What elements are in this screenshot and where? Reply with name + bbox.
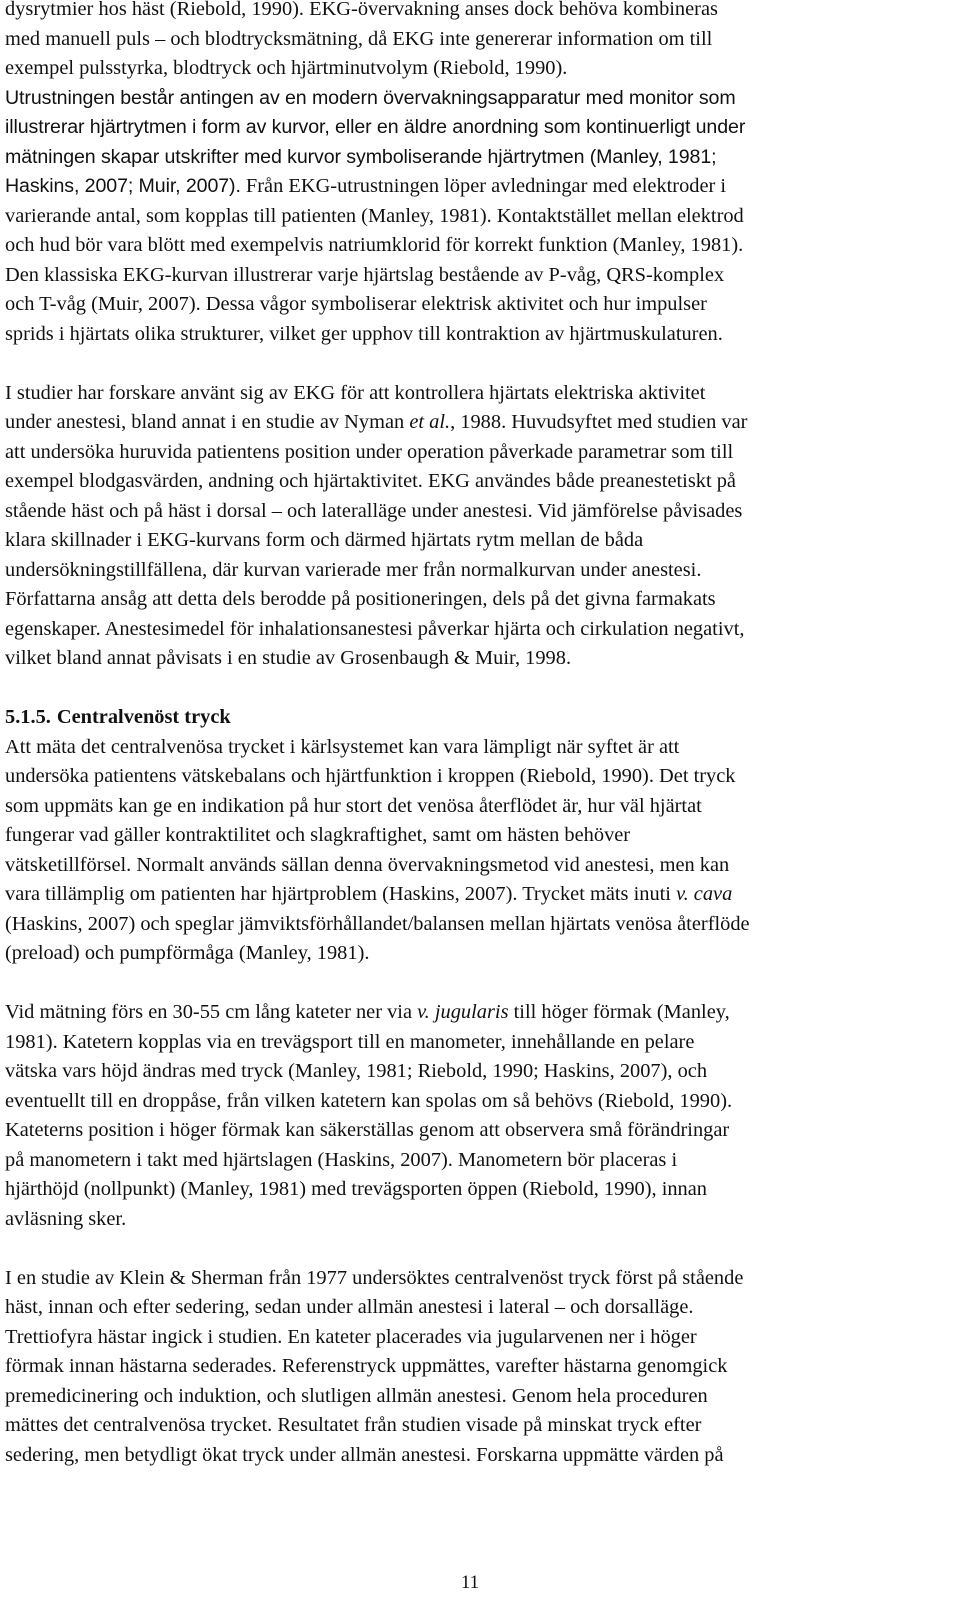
text-line: och hud bör vara blött med exempelvis natriumklorid för korrekt funktion (Manley, 1981). [5,234,744,256]
text-line: Att mäta det centralvenösa trycket i kärlsystemet kan vara lämpligt när syftet är att [5,735,680,758]
text-line: (preload) och pumpförmåga (Manley, 1981). [5,942,370,964]
text-line: fungerar vad gäller kontraktilitet och slagkraftighet, samt om hästen behöver [5,824,631,846]
text-line: stående häst och på häst i dorsal – och lateralläge under anestesi. Vid jämförelse påvisades [5,499,743,522]
paragraph-ekg-monitoring [5,0,940,84]
text-line: med manuell puls – och blodtrycksmätning, då EKG inte genererar information om till [5,27,713,50]
text-run: Vid mätning förs en 30-55 cm lång kateter ner via [5,1001,418,1023]
paragraph-ekg-equipment [5,84,940,350]
italic-text: v. jugularis [417,1001,509,1023]
text-line: hjärthöjd (nollpunkt) (Manley, 1981) med trevägsporten öppen (Riebold, 1990), innan [5,1178,708,1200]
text-line [5,408,940,438]
paragraph-klein-sherman-study [5,1264,940,1471]
text-run: vara tillämplig om patienten har hjärtproblem (Haskins, 2007). Trycket mäts inuti [5,883,677,905]
text-line [5,880,940,910]
text-line: Den klassiska EKG-kurvan illustrerar varje hjärtslag bestående av P-våg, QRS-komplex [5,263,725,286]
paragraph-cvp-measurement [5,998,940,1234]
text-line: att undersöka huruvida patientens position under operation påverkade parametrar som till [5,440,734,463]
text-line: avläsning sker. [5,1207,127,1230]
paragraph-ekg-studies [5,379,940,674]
text-line: I studier har forskare använt sig av EKG för att kontrollera hjärtats elektriska aktivitet [5,381,706,404]
text-line [5,998,940,1028]
text-run: till höger förmak (Manley, [508,1001,730,1023]
text-line: 1981). Katetern kopplas via en trevägsport till en manometer, innehållande en pelare [5,1030,695,1053]
document-page [5,0,940,1470]
text-run: , 1988. Huvudsyftet med studien var [450,411,748,433]
text-line: exempel blodgasvärden, andning och hjärtaktivitet. EKG användes både preanestetiskt på [5,470,736,492]
text-line: Utrustningen består antingen av en modern övervakningsapparatur med monitor som [5,86,736,109]
page-number: 11 [460,1572,480,1593]
text-line: häst, innan och efter sedering, sedan under allmän anestesi i lateral – och dorsalläge. [5,1296,694,1318]
text-line: mätningen skapar utskrifter med kurvor symboliserande hjärtrytmen (Manley, 1981; [5,145,717,168]
text-line: varierande antal, som kopplas till patienten (Manley, 1981). Kontaktstället mellan elektrod [5,204,744,227]
text-line: illustrerar hjärtrytmen i form av kurvor, eller en äldre anordning som kontinuerligt under [5,116,746,138]
text-line: på manometern i takt med hjärtslagen (Haskins, 2007). Manometern bör placeras i [5,1148,678,1171]
text-run: Haskins, 2007; Muir, 2007). [5,175,241,197]
text-line: vätsketillförsel. Normalt används sällan denna övervakningsmetod vid anestesi, men kan [5,853,730,876]
text-run: under anestesi, bland annat i en studie av Nyman [5,411,410,433]
text-line: undersöka patientens vätskebalans och hjärtfunktion i kroppen (Riebold, 1990). Det tryck [5,765,736,787]
text-line: vätska vars höjd ändras med tryck (Manley, 1981; Riebold, 1990; Haskins, 2007), och [5,1060,708,1082]
italic-text: et al. [409,411,451,433]
text-run: Från EKG-utrustningen löper avledningar med elektroder i [245,175,727,197]
section-number: 5.1.5. [5,706,51,728]
text-line: premedicinering och induktion, och slutligen allmän anestesi. Genom hela proceduren [5,1384,708,1407]
text-line: undersökningstillfällena, där kurvan varierade mer från normalkurvan under anestesi. [5,558,702,581]
text-line [5,172,940,202]
text-line: Trettiofyra hästar ingick i studien. En kateter placerades via jugularvenen ner i höger [5,1325,697,1348]
text-line: sprids i hjärtats olika strukturer, vilket ger upphov till kontraktion av hjärtmuskulaturen. [5,322,723,345]
text-line: I en studie av Klein & Sherman från 1977 undersöktes centralvenöst tryck först på stående [5,1266,744,1289]
text-line: mättes det centralvenösa trycket. Resultatet från studien visade på minskat tryck efter [5,1414,702,1436]
text-line: dysrytmier hos häst (Riebold, 1990). EKG-övervakning anses dock behöva kombineras [5,0,718,20]
text-line: exempel pulsstyrka, blodtryck och hjärtminutvolym (Riebold, 1990). [5,57,568,79]
section-title: Centralvenöst tryck [56,706,231,728]
text-line: (Haskins, 2007) och speglar jämviktsförhållandet/balansen mellan hjärtats venösa återflöde [5,912,750,935]
text-line: och T-våg (Muir, 2007). Dessa vågor symboliserar elektrisk aktivitet och hur impulser [5,293,707,315]
text-line: Kateterns position i höger förmak kan säkerställas genom att observera små förändringar [5,1119,730,1141]
text-line: som uppmäts kan ge en indikation på hur stort det venösa återflödet är, hur väl hjärtat [5,794,702,817]
text-line: klara skillnader i EKG-kurvans form och därmed hjärtats rytm mellan de båda [5,529,644,551]
italic-text: v. cava [676,883,733,905]
text-line: vilket bland annat påvisats i en studie av Grosenbaugh & Muir, 1998. [5,647,572,669]
text-line: egenskaper. Anestesimedel för inhalationsanestesi påverkar hjärta och cirkulation negativt, [5,617,745,640]
text-line: förmak innan hästarna sederades. Referenstryck uppmättes, varefter hästarna genomgick [5,1355,728,1377]
paragraph-cvp-intro [5,733,940,969]
text-line: sedering, men betydligt ökat tryck under allmän anestesi. Forskarna uppmätte värden på [5,1443,724,1466]
text-line: eventuellt till en droppåse, från vilken katetern kan spolas om så behövs (Riebold, 1990). [5,1089,733,1112]
text-line: Författarna ansåg att detta dels berodde på positioneringen, dels på det givna farmakats [5,588,716,610]
section-heading [5,703,940,733]
